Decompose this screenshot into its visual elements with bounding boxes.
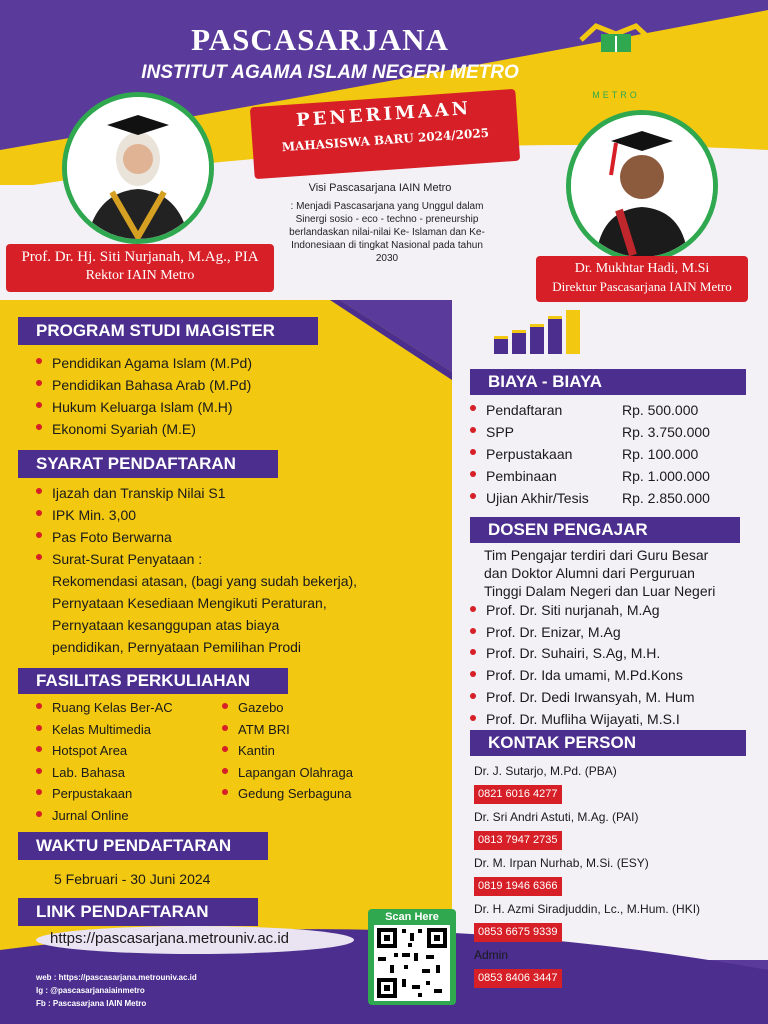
dosen-intro: Tim Pengajar terdiri dari Guru Besar dan Doktor Alumni dari Perguruan Tinggi Dalam Negeri dan Luar Negeri [484,547,716,599]
program-list [36,352,336,440]
contact-phone[interactable]: 0821 6016 4277 [474,785,562,804]
list-item: Hukum Keluarga Islam (M.H) [36,396,336,418]
director-role: Direktur Pascasarjana IAIN Metro [552,279,732,294]
banner-line1: PENERIMAAN [295,97,472,132]
vision-text: : Menjadi Pascasarjana yang Unggul dalam Sinergi sosio - eco - techno - preneurship berlandaskan nilai-nilai Ke- Islaman dan Ke-Indonesiaan di tingkat Nasional pada tahun 2030 [289,201,485,264]
contact-name: Dr. H. Azmi Siradjuddin, Lc., M.Hum. (HKI) [474,902,701,916]
list-item: Gazebo [222,697,402,719]
list-item: ATM BRI [222,719,402,741]
waktu-value: 5 Februari - 30 Juni 2024 [54,871,211,887]
syarat-details: Rekomendasi atasan, (bagi yang sudah bekerja), Pernyataan Kesediaan Mengikuti Peraturan, Pernyataan kesanggupan atas biaya pendidikan, Pernyataan Pemilihan Prodi [52,573,358,655]
footer-web[interactable]: web : https://pascasarjana.metrouniv.ac.id [36,973,197,982]
fasilitas-heading: FASILITAS PERKULIAHAN [18,668,288,694]
contact-phone[interactable]: 0819 1946 6366 [474,877,562,896]
rector-photo [62,92,214,244]
syarat-list [36,482,416,570]
list-item: Prof. Dr. Suhairi, S.Ag, M.H. [470,643,760,665]
director-name-box [536,256,748,302]
list-item: Pendidikan Bahasa Arab (M.Pd) [36,374,336,396]
table-row: Pendaftaran Rp. 500.000 [470,399,750,421]
footer-ig[interactable]: Ig : @pascasarjanaiainmetro [36,986,145,995]
list-item: Lab. Bahasa [36,762,216,784]
contact-name: Admin [474,948,509,962]
contact-name: Dr. J. Sutarjo, M.Pd. (PBA) [474,764,617,778]
qr-frame [368,909,456,1005]
list-item: Prof. Dr. Enizar, M.Ag [470,622,760,644]
list-item: Ruang Kelas Ber-AC [36,697,216,719]
biaya-heading: BIAYA - BIAYA [470,369,746,395]
list-item: Pas Foto Berwarna [36,526,416,548]
iain-logo: IAIN METRO [566,20,666,110]
person-avatar-icon [67,97,209,239]
list-item: Pendidikan Agama Islam (M.Pd) [36,352,336,374]
contact-phone[interactable]: 0813 7947 2735 [474,831,562,850]
rector-name: Prof. Dr. Hj. Siti Nurjanah, M.Ag., PIA [21,249,259,265]
book-icon [576,20,656,60]
list-item: Prof. Dr. Siti nurjanah, M.Ag [470,600,760,622]
growth-bars-icon [490,308,586,356]
dosen-list [470,600,760,730]
list-item: Hotspot Area [36,740,216,762]
page-subtitle: INSTITUT AGAMA ISLAM NEGERI METRO [141,62,519,83]
vision-title: Visi Pascasarjana IAIN Metro [308,182,452,194]
table-row: SPP Rp. 3.750.000 [470,421,750,443]
syarat-heading: SYARAT PENDAFTARAN [18,450,278,478]
rector-role: Rektor IAIN Metro [85,268,195,283]
registration-link[interactable]: https://pascasarjana.metrouniv.ac.id [50,930,290,947]
biaya-table [470,399,750,509]
dosen-heading: DOSEN PENGAJAR [470,517,740,543]
list-item: Kelas Multimedia [36,719,216,741]
scan-label: Scan Here [385,911,439,923]
list-item: IPK Min. 3,00 [36,504,416,526]
waktu-heading: WAKTU PENDAFTARAN [18,832,268,860]
list-item: Kantin [222,740,402,762]
contact-phone[interactable]: 0853 8406 3447 [474,969,562,988]
list-item: Prof. Dr. Ida umami, M.Pd.Kons [470,665,760,687]
list-item: Ijazah dan Transkip Nilai S1 [36,482,416,504]
fasilitas-list-2 [222,697,402,805]
list-item: Gedung Serbaguna [222,783,402,805]
rector-name-box [6,244,274,292]
banner-line2: MAHASISWA BARU 2024/2025 [281,125,490,155]
list-item: Ekonomi Syariah (M.E) [36,418,336,440]
list-item: Prof. Dr. Dedi Irwansyah, M. Hum [470,687,760,709]
kontak-heading: KONTAK PERSON [470,730,746,756]
fasilitas-list-1 [36,697,216,826]
list-item: Jurnal Online [36,805,216,827]
list-item: Lapangan Olahraga [222,762,402,784]
kontak-list [474,763,764,993]
footer-contacts [36,971,197,1010]
table-row: Perpustakaan Rp. 100.000 [470,443,750,465]
qr-code[interactable] [374,925,450,1001]
director-photo [566,110,718,262]
page-title: PASCASARJANA [191,22,449,57]
director-name: Dr. Mukhtar Hadi, M.Si [574,261,710,276]
list-item: Prof. Dr. Mufliha Wijayati, M.S.I [470,709,760,731]
list-item: Surat-Surat Penyataan : [36,548,416,570]
contact-name: Dr. M. Irpan Nurhab, M.Si. (ESY) [474,856,649,870]
table-row: Pembinaan Rp. 1.000.000 [470,465,750,487]
list-item: Perpustakaan [36,783,216,805]
footer-fb[interactable]: Fb : Pascasarjana IAIN Metro [36,999,147,1008]
program-heading: PROGRAM STUDI MAGISTER [18,317,318,345]
person-avatar-icon [571,115,713,257]
table-row: Ujian Akhir/Tesis Rp. 2.850.000 [470,487,750,509]
link-heading: LINK PENDAFTARAN [18,898,258,926]
contact-name: Dr. Sri Andri Astuti, M.Ag. (PAI) [474,810,639,824]
contact-phone[interactable]: 0853 6675 9339 [474,923,562,942]
